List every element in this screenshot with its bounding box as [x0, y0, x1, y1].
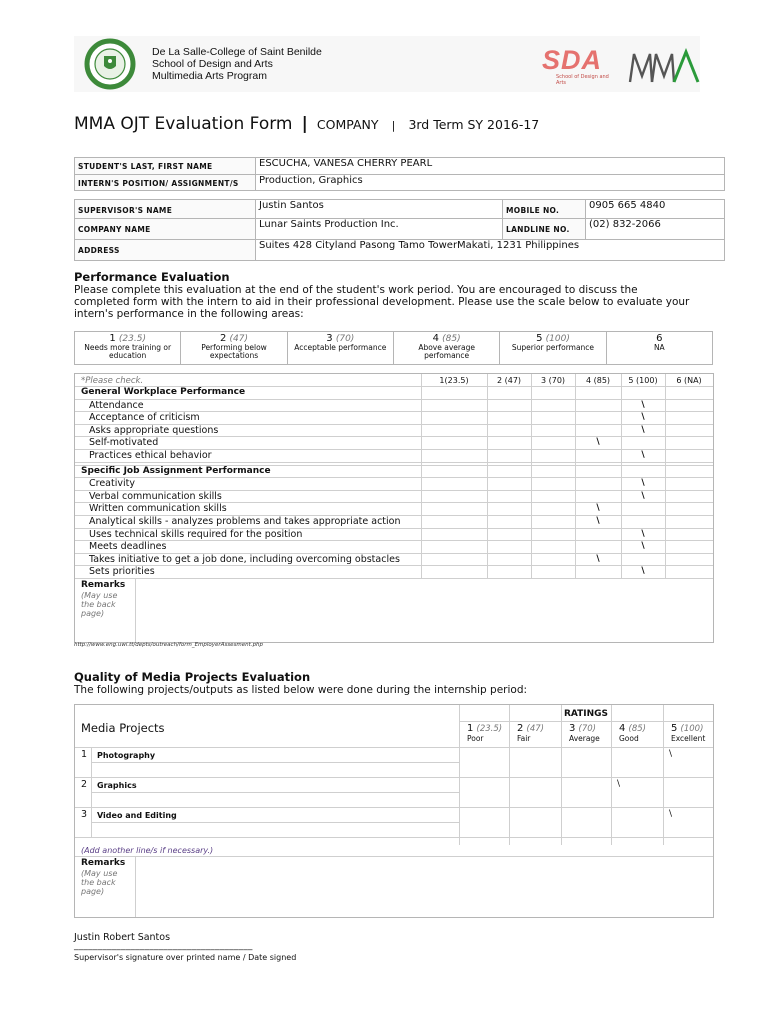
form-title: [74, 114, 539, 134]
sda-logo-text: SDA: [542, 45, 603, 75]
scale-desc: Performing below expectations: [201, 343, 267, 360]
media-rating-desc: Average: [569, 734, 600, 743]
mobile-label: MOBILE NO.: [503, 200, 586, 219]
project-name: Graphics: [97, 781, 137, 790]
grid-col-line: [487, 374, 488, 578]
media-grid-line: [663, 705, 664, 845]
grid-line: [75, 540, 713, 541]
scale-number: 5 (100): [536, 333, 570, 344]
rating-col-header: 1(23.5): [439, 376, 469, 385]
media-table: [74, 704, 714, 918]
media-rating-desc: Good: [619, 734, 639, 743]
media-rating-header: 5 (100) Excellent: [671, 724, 713, 744]
check-mark: \: [641, 450, 645, 460]
student-name-value: ESCUCHA, VANESA CHERRY PEARL: [256, 158, 725, 175]
scale-number: 4 (85): [432, 333, 461, 344]
scale-score: (85): [442, 334, 461, 344]
grid-col-line: [531, 374, 532, 578]
media-rating-desc: Poor: [467, 734, 484, 743]
sda-logo-sub: School of Design and Arts: [556, 74, 609, 86]
remarks-divider: [135, 578, 136, 642]
media-remarks-label: Remarks: [81, 858, 126, 868]
media-rating-score: (23.5): [476, 724, 503, 734]
scale-number: 1 (23.5): [109, 333, 146, 344]
media-grid-line: [509, 705, 510, 845]
rating-col-header: 6 (NA): [676, 376, 702, 385]
check-mark: \: [641, 541, 645, 552]
media-grid-line: [135, 856, 136, 917]
scale-number: 3 (70): [326, 333, 355, 344]
media-rating-score: (100): [680, 724, 704, 734]
media-projects-label: Media Projects: [81, 721, 165, 735]
check-mark: \: [641, 490, 645, 501]
project-name: Photography: [97, 751, 156, 760]
scale-number: 2 (47): [219, 333, 248, 344]
check-mark: \: [641, 528, 645, 539]
remarks-hint: (May use the back page): [81, 591, 118, 618]
media-grid-line: [75, 807, 713, 808]
company-info-table: [74, 199, 725, 261]
title-separator: |: [301, 114, 308, 134]
project-number: 2: [81, 779, 88, 790]
mma-logo: [628, 48, 700, 86]
media-heading: Quality of Media Projects Evaluation: [74, 670, 311, 684]
grid-line: [75, 578, 713, 579]
grid-line: [75, 565, 713, 566]
check-mark: \: [641, 399, 645, 410]
media-grid-line: [75, 837, 713, 838]
check-mark: \: [596, 437, 600, 448]
sda-logo: [542, 46, 620, 88]
student-info-table: [74, 157, 725, 191]
project-check-mark: \: [617, 779, 621, 789]
general-item-label: Acceptance of criticism: [89, 412, 200, 424]
ratings-label: RATINGS: [563, 709, 609, 719]
grid-col-line: [665, 374, 666, 578]
specific-heading: Specific Job Assignment Performance: [81, 465, 271, 476]
scale-cell: [75, 332, 181, 365]
check-mark: \: [596, 503, 600, 514]
scale-score: (70): [335, 334, 355, 344]
grid-line: [75, 477, 713, 478]
scale-desc: NA: [653, 343, 665, 352]
school-name-block: [152, 46, 322, 82]
media-rating-header: 1 (23.5) Poor: [467, 724, 509, 744]
school-dept: School of Design and Arts: [152, 58, 273, 70]
school-name: De La Salle-College of Saint Benilde: [152, 46, 322, 58]
remarks-label: Remarks: [81, 580, 126, 590]
general-heading: General Workplace Performance: [81, 387, 246, 397]
scale-cell: [500, 332, 606, 365]
signature-name: Justin Robert Santos: [74, 932, 171, 943]
media-grid-line: [459, 721, 713, 722]
title-main: MMA OJT Evaluation Form: [74, 114, 293, 134]
media-grid-line: [561, 705, 562, 845]
media-rating-desc: Fair: [517, 734, 531, 743]
supervisor-value: Justin Santos: [256, 200, 503, 219]
checklist-table: [74, 373, 714, 643]
media-rating-header: 4 (85) Good: [619, 724, 663, 744]
please-check: *Please check.: [81, 376, 144, 386]
title-company: COMPANY: [316, 117, 379, 132]
check-mark: \: [596, 516, 600, 526]
media-remarks-hint: (May use the back page): [81, 869, 118, 896]
media-grid-line: [91, 792, 459, 793]
company-value: Lunar Saints Production Inc.: [256, 219, 503, 240]
general-item-label: Self-motivated: [89, 437, 159, 449]
media-rating-score: (47): [526, 724, 544, 734]
media-rating-score: (70): [578, 724, 596, 734]
school-seal: [78, 38, 142, 90]
school-program: Multimedia Arts Program: [152, 70, 267, 82]
media-grid-line: [75, 856, 713, 857]
general-item-label: Asks appropriate questions: [89, 424, 219, 436]
grid-col-line: [621, 374, 622, 578]
scale-desc: Above average perfomance: [418, 343, 475, 360]
specific-item-label: Takes initiative to get a job done, including overcoming obstacles: [89, 553, 400, 565]
specific-item-label: Written communication skills: [89, 503, 227, 515]
landline-label: LANDLINE NO.: [503, 219, 586, 240]
performance-intro: Please complete this evaluation at the end of the student's work period. You are encouraged to discuss the completed form with the intern to aid in their professional development. Please use the scale below to evaluate your intern's performance in the following areas:: [74, 284, 690, 320]
scale-cell: [181, 332, 287, 365]
student-name-label: STUDENT'S LAST, FIRST NAME: [75, 158, 256, 175]
signature-line: ______________________________________: [74, 941, 253, 951]
media-grid-line: [91, 747, 92, 837]
project-name: Video and Editing: [97, 811, 177, 820]
grid-col-line: [421, 374, 422, 578]
media-rating-header: 2 (47) Fair: [517, 724, 561, 744]
specific-item-label: Analytical skills - analyzes problems and takes appropriate action: [89, 516, 401, 527]
project-check-mark: \: [669, 809, 673, 819]
performance-heading: Performance Evaluation: [74, 270, 230, 284]
project-check-mark: \: [669, 749, 673, 759]
rating-col-header: 5 (100): [628, 376, 658, 385]
mma-logo-mark: [628, 48, 700, 86]
mobile-value: 0905 665 4840: [586, 200, 725, 219]
check-mark: \: [641, 566, 645, 577]
add-lines-note: (Add another line/s if necessary.): [81, 846, 214, 855]
position-label: INTERN'S POSITION/ ASSIGNMENT/S: [75, 175, 256, 191]
specific-item-label: Verbal communication skills: [89, 490, 222, 502]
rating-col-header: 2 (47): [496, 376, 522, 385]
check-mark: \: [641, 424, 645, 435]
media-rating-score: (85): [628, 724, 646, 734]
source-url: http://www.eng.uwi.tt/depts/outreach/form_EmployerAssesment.php: [74, 642, 264, 648]
general-item-label: Practices ethical behavior: [89, 450, 212, 461]
scale-score: (23.5): [118, 334, 146, 344]
media-intro: The following projects/outputs as listed below were done during the internship period:: [74, 684, 528, 696]
media-grid-line: [91, 762, 459, 763]
position-value: Production, Graphics: [256, 175, 725, 191]
title-term: 3rd Term SY 2016-17: [408, 117, 540, 132]
scale-score: (47): [229, 334, 248, 344]
check-mark: \: [641, 412, 645, 423]
specific-item-label: Uses technical skills required for the position: [89, 528, 303, 540]
address-label: ADDRESS: [75, 240, 256, 261]
scale-score: (100): [545, 334, 570, 344]
media-rating-header: 3 (70) Average: [569, 724, 611, 744]
scale-desc: Superior performance: [511, 343, 595, 352]
general-item-label: Attendance: [89, 399, 144, 411]
scale-desc: Needs more training or education: [84, 343, 172, 360]
scale-cell: [287, 332, 393, 365]
rating-col-header: 3 (70): [540, 376, 566, 385]
scale-desc: Acceptable performance: [294, 343, 387, 352]
landline-value: (02) 832-2066: [586, 219, 725, 240]
scale-cell: [606, 332, 712, 365]
media-grid-line: [75, 747, 713, 748]
supervisor-label: SUPERVISOR'S NAME: [75, 200, 256, 219]
specific-item-label: Meets deadlines: [89, 541, 167, 553]
grid-col-line: [575, 374, 576, 578]
media-grid-line: [91, 822, 459, 823]
specific-item-label: Sets priorities: [89, 566, 155, 578]
company-label: COMPANY NAME: [75, 219, 256, 240]
media-grid-line: [459, 705, 460, 845]
title-separator-2: |: [391, 119, 396, 132]
project-number: 1: [81, 749, 88, 760]
scale-number: 6: [656, 333, 663, 344]
specific-item-label: Creativity: [89, 478, 135, 490]
scale-table: [74, 331, 713, 365]
grid-line: [75, 399, 713, 400]
check-mark: \: [596, 553, 600, 564]
media-rating-desc: Excellent: [671, 734, 706, 743]
media-grid-line: [75, 777, 713, 778]
address-value: Suites 428 Cityland Pasong Tamo TowerMakati, 1231 Philippines: [256, 240, 725, 261]
media-grid-line: [611, 705, 612, 845]
rating-col-header: 4 (85): [585, 376, 611, 385]
signature-caption: Supervisor's signature over printed name / Date signed: [74, 953, 297, 962]
scale-cell: [393, 332, 499, 365]
check-mark: \: [641, 478, 645, 489]
grid-line: [75, 462, 713, 463]
project-number: 3: [81, 809, 88, 820]
